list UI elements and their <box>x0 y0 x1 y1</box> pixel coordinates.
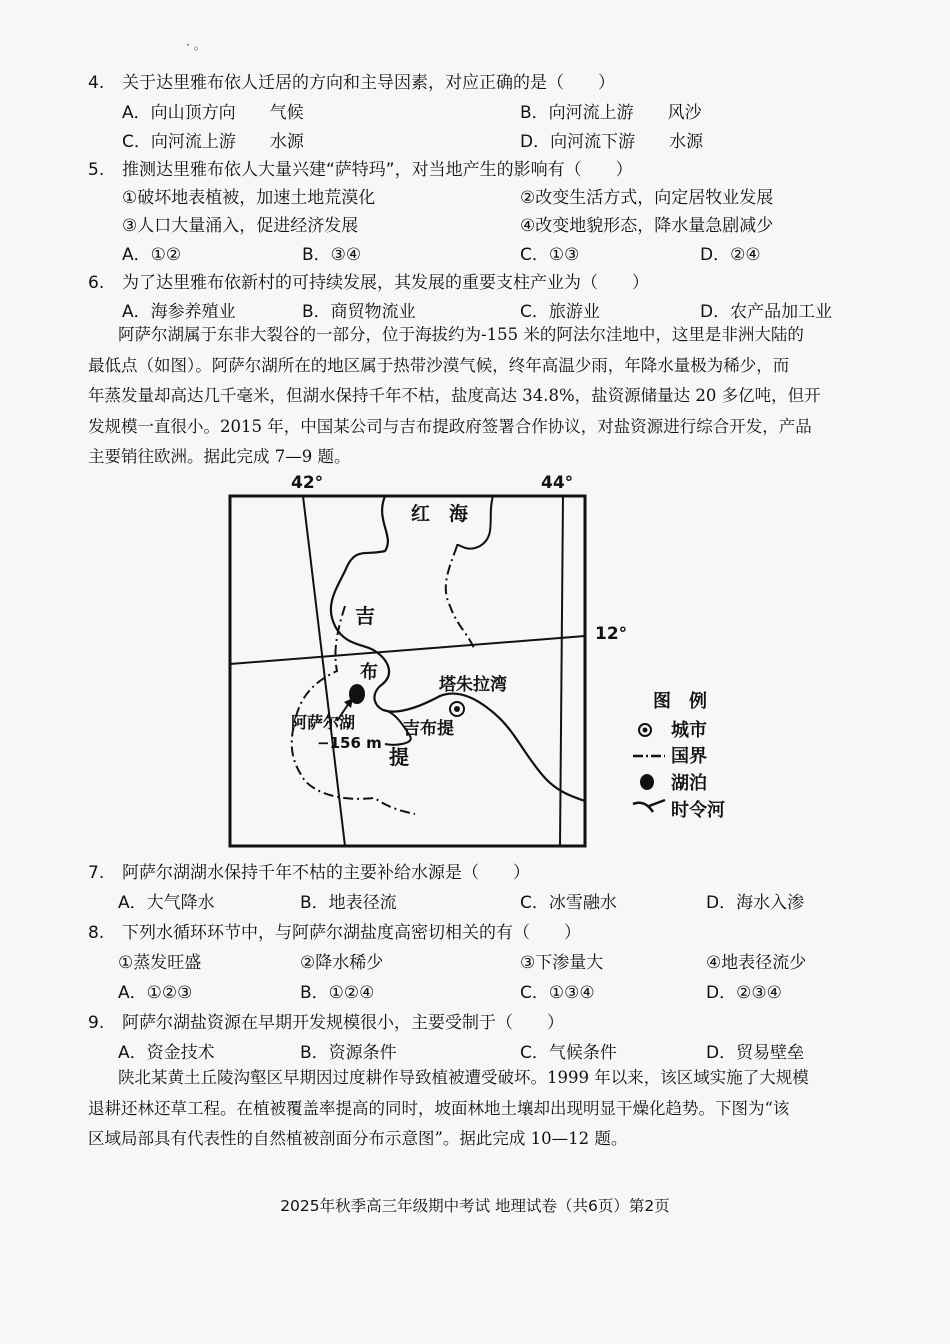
q6-option-b: B．商贸物流业 <box>302 302 416 322</box>
q4-option-d: D．向河流下游 水源 <box>520 132 704 152</box>
question-4 <box>88 68 615 93</box>
page-footer: 2025年秋季高三年级期中考试 地理试卷（共6页）第2页 <box>280 1197 670 1215</box>
corner-mark: · 。 <box>186 38 206 52</box>
question-7 <box>88 858 530 883</box>
question-number: 4. <box>88 73 105 93</box>
question-stem: 阿萨尔湖盐资源在早期开发规模很小，主要受制于（ ） <box>122 1013 564 1033</box>
red-sea-label: 红 海 <box>411 503 469 525</box>
q9-option-a: A．资金技术 <box>118 1043 215 1063</box>
q8-option-b: B．①②④ <box>300 983 375 1003</box>
question-number: 7. <box>88 863 105 883</box>
border-west <box>292 606 415 814</box>
q8-option-a: A．①②③ <box>118 983 193 1003</box>
country-char-1: 吉 <box>355 604 375 628</box>
q5-option-a: A．①② <box>122 245 182 265</box>
legend-river-label: 时令河 <box>671 800 725 821</box>
q7-option-a: A．大气降水 <box>118 893 215 913</box>
q4-option-c: C．向河流上游 水源 <box>122 132 304 152</box>
passage-line: 发规模一直很小。2015 年，中国某公司与吉布提政府签署合作协议，对盐资源进行综合开发，产品 <box>88 416 812 436</box>
passage-line: 年蒸发量却高达几千毫米，但湖水保持千年不枯，盐度高达 34.8%，盐资源储量达 20 多亿吨，但开 <box>88 386 821 405</box>
question-stem: 推测达里雅布依人大量兴建“萨特玛”，对当地产生的影响有（ ） <box>122 160 633 180</box>
djibouti-city-label: 吉布提 <box>403 719 454 739</box>
coastline <box>331 496 585 801</box>
longitude-44-label: 44° <box>541 473 574 493</box>
passage-line: 最低点（如图）。阿萨尔湖所在的地区属于热带沙漠气候，终年高温少雨，年降水量极为稀少，而 <box>88 355 790 375</box>
q4-option-a: A．向山顶方向 气候 <box>122 103 304 123</box>
city-symbol-dot <box>454 706 460 712</box>
longitude-44-line <box>560 496 563 846</box>
q4-option-b: B．向河流上游 风沙 <box>520 103 702 123</box>
longitude-42-label: 42° <box>291 473 324 493</box>
legend-border-label: 国界 <box>671 746 707 767</box>
q8-statement-4: ④地表径流少 <box>706 953 807 973</box>
legend-title: 图 例 <box>653 691 707 712</box>
question-stem: 为了达里雅布依新村的可持续发展，其发展的重要支柱产业为（ ） <box>122 273 649 293</box>
question-number: 6. <box>88 273 105 293</box>
question-6 <box>88 268 649 293</box>
legend-river-icon <box>633 800 665 812</box>
q5-option-c: C．①③ <box>520 245 580 265</box>
passage-line: 阿萨尔湖属于东非大裂谷的一部分，位于海拔约为-155 米的阿法尔洼地中，这里是非洲大陆的 <box>118 325 804 344</box>
q8-option-d: D．②③④ <box>706 983 782 1003</box>
legend-lake-label: 湖泊 <box>671 773 707 794</box>
q5-statement-4: ④改变地貌形态，降水量急剧减少 <box>520 216 774 236</box>
lake-name-label: 阿萨尔湖 <box>291 713 356 732</box>
lake-elevation-label: −156 m <box>317 734 382 752</box>
q5-statement-3: ③人口大量涌入，促进经济发展 <box>122 216 359 236</box>
question-number: 5. <box>88 160 105 180</box>
q8-statement-3: ③下渗量大 <box>520 953 604 973</box>
country-char-3: 提 <box>389 745 409 769</box>
djibouti-map <box>225 466 755 851</box>
map-frame <box>230 496 585 846</box>
q9-option-d: D．贸易壁垒 <box>706 1043 805 1063</box>
question-stem: 阿萨尔湖湖水保持千年不枯的主要补给水源是（ ） <box>122 863 530 883</box>
lake-arrowhead <box>344 698 353 708</box>
q8-statement-1: ①蒸发旺盛 <box>118 953 202 973</box>
passage-line: 主要销往欧洲。据此完成 7—9 题。 <box>88 447 351 466</box>
q5-statement-1: ①破坏地表植被，加速土地荒漠化 <box>122 188 376 208</box>
q9-option-c: C．气候条件 <box>520 1043 617 1063</box>
question-number: 9. <box>88 1013 105 1033</box>
passage-line: 退耕还林还草工程。在植被覆盖率提高的同时，坡面林地土壤却出现明显干燥化趋势。下图为“该 <box>88 1098 790 1118</box>
q5-option-d: D．②④ <box>700 245 761 265</box>
q8-statement-2: ②降水稀少 <box>300 953 384 973</box>
q6-option-c: C．旅游业 <box>520 302 600 322</box>
q7-option-d: D．海水入渗 <box>706 893 805 913</box>
passage-7-9 <box>88 320 868 473</box>
question-number: 8. <box>88 923 105 943</box>
question-5 <box>88 155 633 180</box>
question-9 <box>88 1008 564 1033</box>
question-stem: 关于达里雅布依人迁居的方向和主导因素，对应正确的是（ ） <box>122 73 615 93</box>
question-8 <box>88 918 581 943</box>
latitude-12-line <box>230 636 585 664</box>
q9-option-b: B．资源条件 <box>300 1043 397 1063</box>
q8-option-c: C．①③④ <box>520 983 595 1003</box>
q7-option-b: B．地表径流 <box>300 893 397 913</box>
tadjoura-label: 塔朱拉湾 <box>439 675 507 695</box>
q5-statement-2: ②改变生活方式，向定居牧业发展 <box>520 188 774 208</box>
q6-option-a: A．海参养殖业 <box>122 302 236 322</box>
q5-option-b: B．③④ <box>302 245 362 265</box>
q7-option-c: C．冰雪融水 <box>520 893 617 913</box>
question-stem: 下列水循环环节中，与阿萨尔湖盐度高密切相关的有（ ） <box>122 923 581 943</box>
legend-lake-icon <box>640 774 654 790</box>
border-north <box>446 546 475 651</box>
country-char-2: 布 <box>360 662 378 683</box>
passage-10-12 <box>88 1063 868 1155</box>
latitude-12-label: 12° <box>595 624 628 644</box>
q6-option-d: D．农产品加工业 <box>700 302 833 322</box>
passage-line: 陕北某黄土丘陵沟壑区早期因过度耕作导致植被遭受破坏。1999 年以来，该区域实施了大规模 <box>118 1068 809 1087</box>
legend-city-label: 城市 <box>671 720 707 741</box>
passage-line: 区域局部具有代表性的自然植被剖面分布示意图”。据此完成 10—12 题。 <box>88 1129 628 1148</box>
